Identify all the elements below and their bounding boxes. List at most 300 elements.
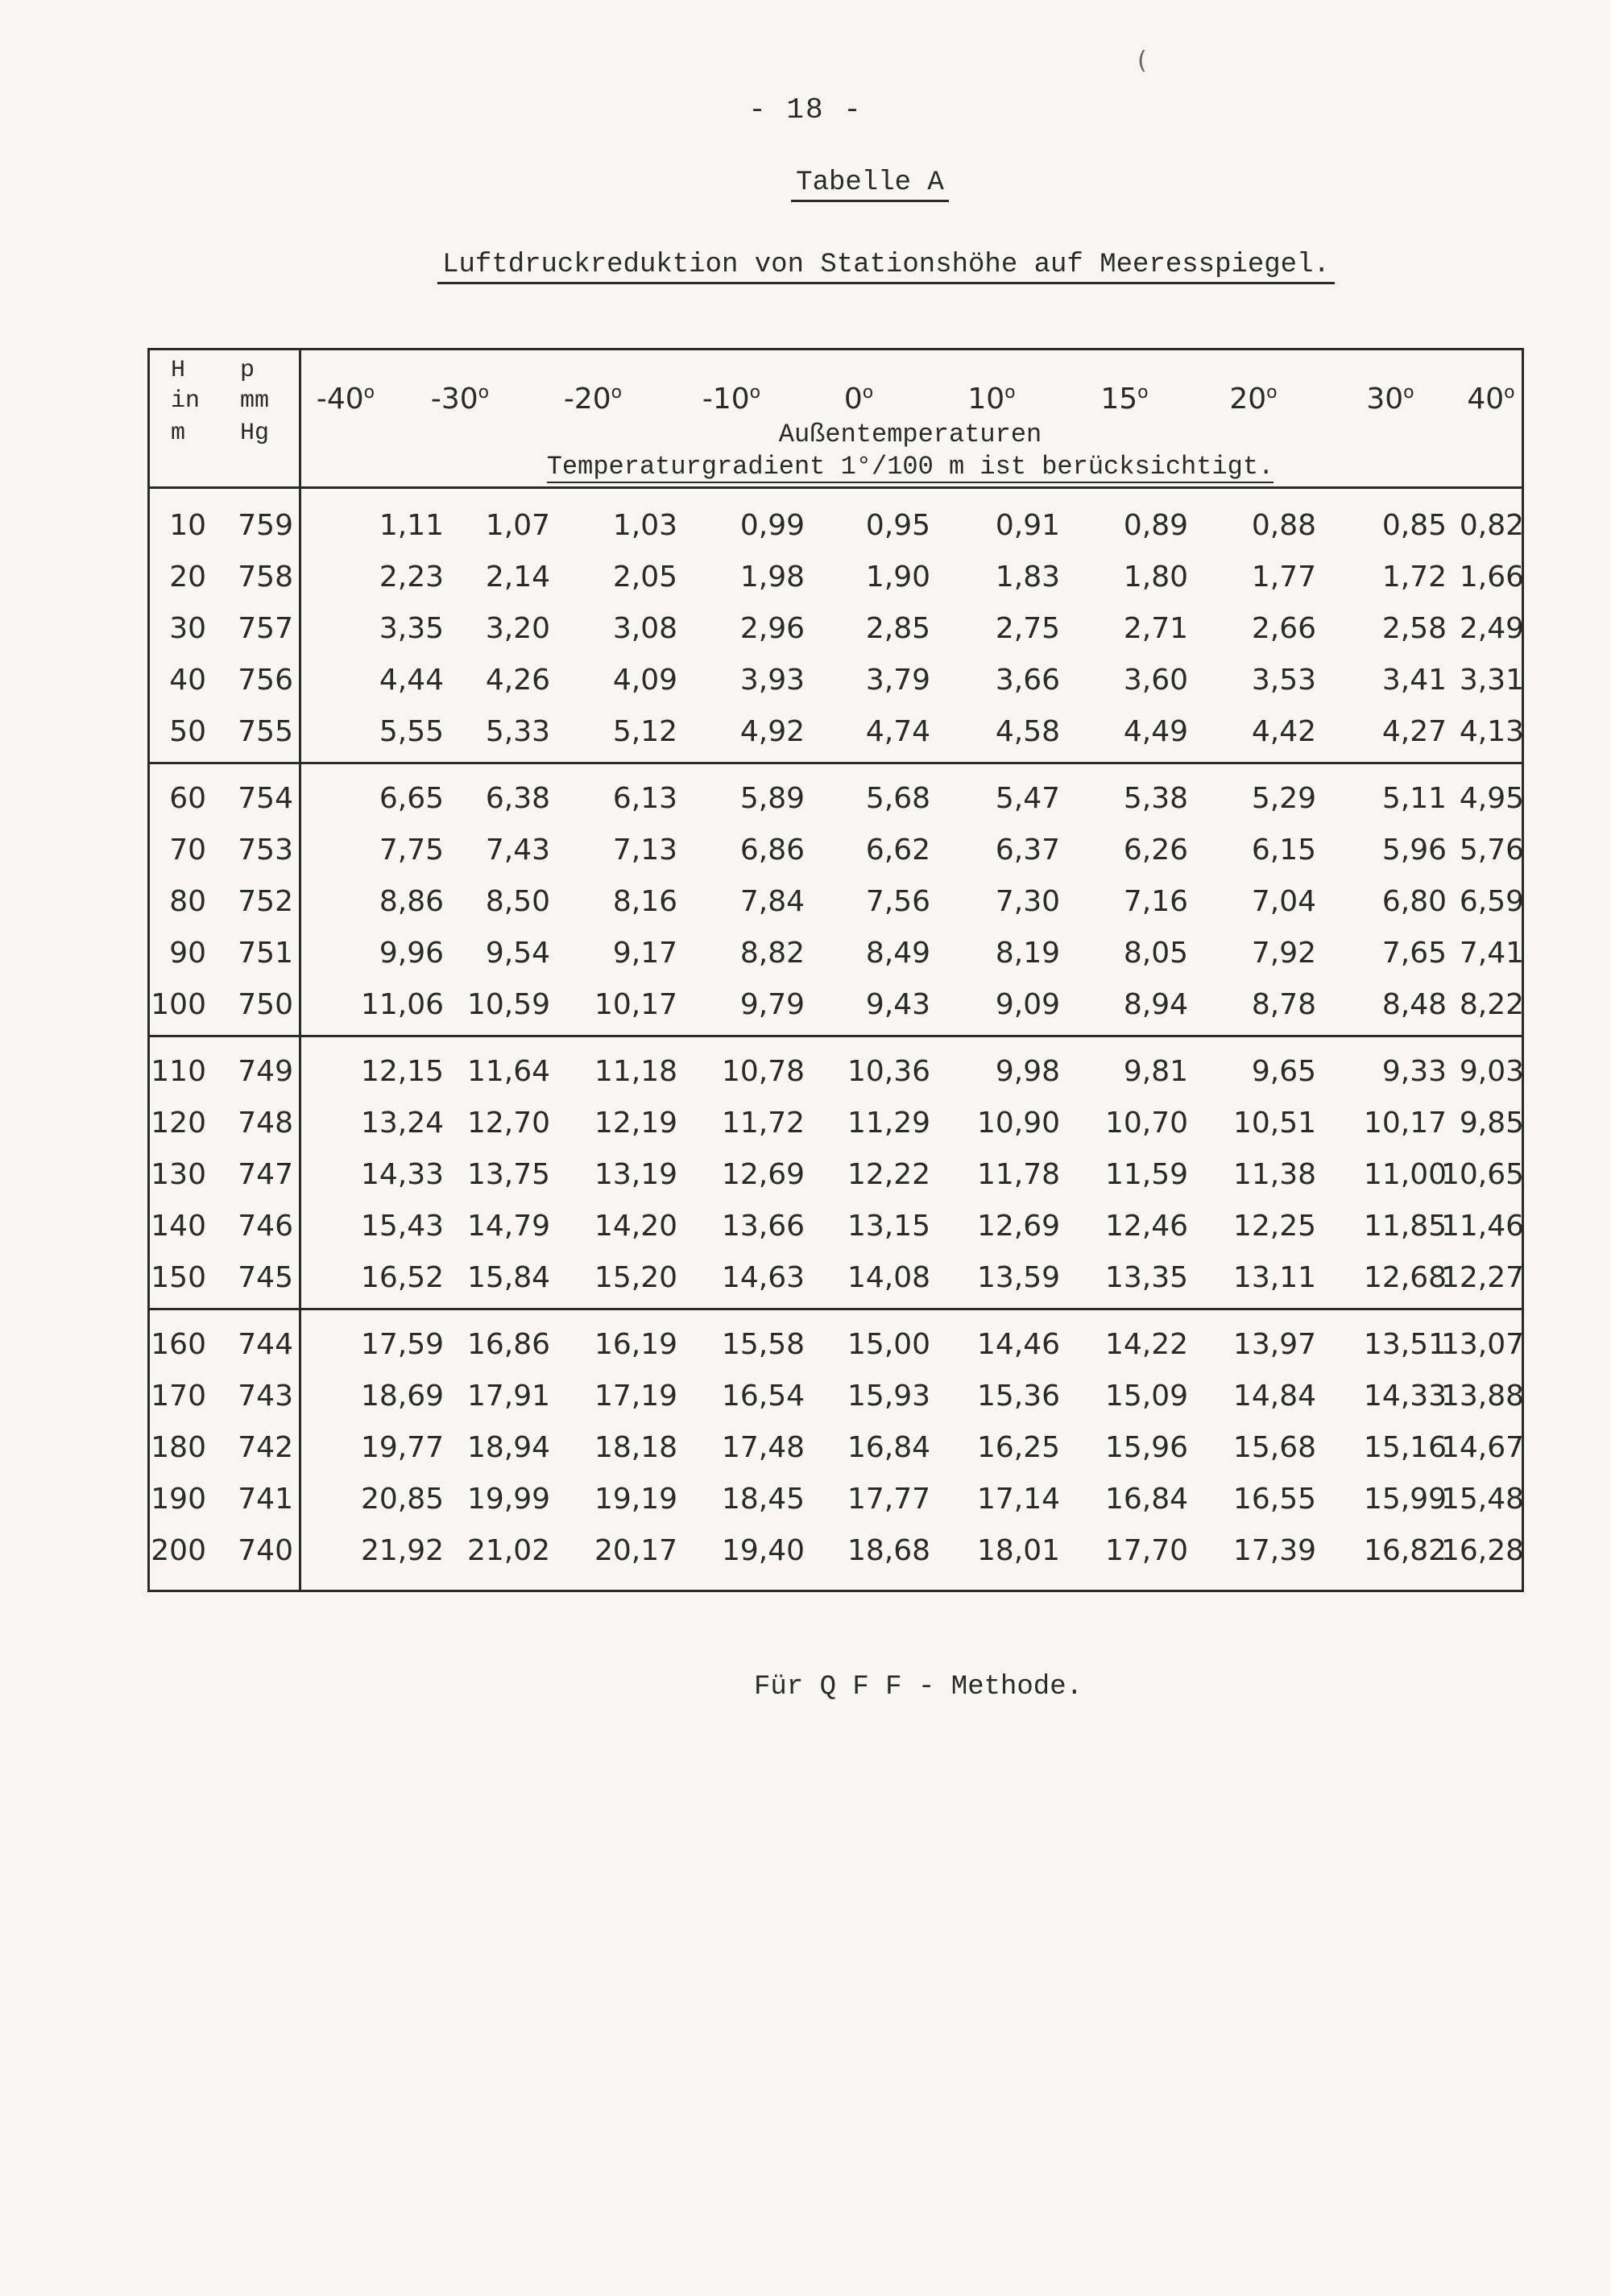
- reduction-value-cell: 12,68: [1363, 1261, 1447, 1294]
- reduction-value-cell: 9,85: [1459, 1107, 1524, 1140]
- reduction-value-cell: 13,24: [360, 1107, 444, 1140]
- reduction-value-cell: 9,43: [865, 988, 930, 1021]
- reduction-value-cell: 7,43: [485, 834, 550, 867]
- reduction-value-cell: 12,69: [976, 1210, 1060, 1243]
- reduction-value-cell: 11,64: [466, 1055, 550, 1088]
- reduction-value-cell: 15,20: [594, 1261, 677, 1294]
- table-row: [150, 706, 1522, 758]
- reduction-value-cell: 12,69: [721, 1158, 805, 1191]
- height-cell: 70: [169, 834, 206, 867]
- reduction-value-cell: 8,48: [1381, 988, 1447, 1021]
- reduction-value-cell: 9,09: [995, 988, 1060, 1021]
- table-row: [150, 928, 1522, 979]
- reduction-value-cell: 21,02: [466, 1534, 550, 1567]
- reduction-value-cell: 16,55: [1232, 1483, 1316, 1516]
- reduction-value-cell: 14,20: [594, 1210, 677, 1243]
- table-row: [150, 1201, 1522, 1252]
- reduction-value-cell: 14,33: [1363, 1380, 1447, 1413]
- reduction-value-cell: 9,54: [485, 937, 550, 970]
- table-row: [150, 1252, 1522, 1304]
- reduction-value-cell: 13,66: [721, 1210, 805, 1243]
- pressure-cell: 757: [238, 612, 293, 645]
- pressure-cell: 759: [238, 509, 293, 542]
- pressure-cell: 747: [238, 1158, 293, 1191]
- reduction-value-cell: 17,70: [1104, 1534, 1188, 1567]
- reduction-value-cell: 11,78: [976, 1158, 1060, 1191]
- pressure-cell: 750: [238, 988, 293, 1021]
- pressure-reduction-table: [147, 348, 1524, 1592]
- reduction-value-cell: 3,79: [865, 664, 930, 697]
- reduction-value-cell: 2,58: [1381, 612, 1447, 645]
- reduction-value-cell: 18,18: [594, 1431, 677, 1464]
- height-cell: 200: [151, 1534, 206, 1567]
- reduction-value-cell: 10,90: [976, 1107, 1060, 1140]
- reduction-value-cell: 10,70: [1104, 1107, 1188, 1140]
- reduction-value-cell: 8,16: [612, 885, 677, 918]
- reduction-value-cell: 14,08: [847, 1261, 930, 1294]
- height-cell: 120: [151, 1107, 206, 1140]
- reduction-value-cell: 9,81: [1123, 1055, 1188, 1088]
- reduction-value-cell: 13,51: [1363, 1328, 1447, 1361]
- header-subtitle-gradient-text: Temperaturgradient 1°/100 m ist berücksichtigt.: [546, 452, 1274, 482]
- temperature-value: -30: [430, 383, 478, 416]
- reduction-value-cell: 18,45: [721, 1483, 805, 1516]
- temperature-value: 0: [843, 383, 863, 416]
- height-cell: 130: [151, 1158, 206, 1191]
- reduction-value-cell: 2,49: [1459, 612, 1524, 645]
- reduction-value-cell: 17,39: [1232, 1534, 1316, 1567]
- reduction-value-cell: 1,77: [1251, 561, 1316, 594]
- reduction-value-cell: 7,13: [612, 834, 677, 867]
- reduction-value-cell: 9,96: [379, 937, 444, 970]
- table-row: [150, 655, 1522, 706]
- pressure-cell: 754: [238, 782, 293, 815]
- temperature-header: [1201, 383, 1306, 416]
- pressure-cell: 743: [238, 1380, 293, 1413]
- reduction-value-cell: 17,77: [847, 1483, 930, 1516]
- pressure-cell: 755: [238, 715, 293, 748]
- reduction-value-cell: 8,86: [379, 885, 444, 918]
- height-cell: 30: [169, 612, 206, 645]
- reduction-value-cell: 10,51: [1232, 1107, 1316, 1140]
- pressure-cell: 749: [238, 1055, 293, 1088]
- reduction-value-cell: 12,46: [1104, 1210, 1188, 1243]
- header-h-line1: H: [171, 357, 186, 384]
- reduction-value-cell: 13,07: [1440, 1328, 1524, 1361]
- reduction-value-cell: 7,92: [1251, 937, 1316, 970]
- pressure-cell: 752: [238, 885, 293, 918]
- temperature-value: 15: [1100, 383, 1138, 416]
- reduction-value-cell: 14,84: [1232, 1380, 1316, 1413]
- pressure-cell: 741: [238, 1483, 293, 1516]
- header-subtitle-outside-temperatures: Außentemperaturen: [778, 420, 1042, 449]
- reduction-value-cell: 2,96: [739, 612, 805, 645]
- reduction-value-cell: 9,17: [612, 937, 677, 970]
- reduction-value-cell: 0,82: [1459, 509, 1524, 542]
- header-p-line2: mm: [240, 387, 270, 415]
- pressure-cell: 746: [238, 1210, 293, 1243]
- reduction-value-cell: 9,03: [1459, 1055, 1524, 1088]
- degree-sign: o: [1004, 383, 1016, 403]
- degree-sign: o: [862, 383, 874, 403]
- temperature-value: 40: [1467, 383, 1505, 416]
- reduction-value-cell: 5,68: [865, 782, 930, 815]
- reduction-value-cell: 7,65: [1381, 937, 1447, 970]
- reduction-value-cell: 13,19: [594, 1158, 677, 1191]
- reduction-value-cell: 11,00: [1363, 1158, 1447, 1191]
- reduction-value-cell: 4,95: [1459, 782, 1524, 815]
- reduction-value-cell: 1,03: [612, 509, 677, 542]
- temperature-header: [1338, 383, 1443, 416]
- reduction-value-cell: 10,17: [1363, 1107, 1447, 1140]
- reduction-value-cell: 15,43: [360, 1210, 444, 1243]
- table-row: [150, 1371, 1522, 1422]
- reduction-value-cell: 10,65: [1440, 1158, 1524, 1191]
- reduction-value-cell: 7,04: [1251, 885, 1316, 918]
- table-row: [150, 552, 1522, 603]
- height-cell: 10: [169, 509, 206, 542]
- temperature-header: [806, 383, 911, 416]
- reduction-value-cell: 5,89: [739, 782, 805, 815]
- reduction-value-cell: 15,99: [1363, 1483, 1447, 1516]
- reduction-value-cell: 6,59: [1459, 885, 1524, 918]
- reduction-value-cell: 7,41: [1459, 937, 1524, 970]
- temperature-header: [1072, 383, 1177, 416]
- reduction-value-cell: 16,19: [594, 1328, 677, 1361]
- height-cell: 100: [151, 988, 206, 1021]
- temperature-value: 10: [967, 383, 1005, 416]
- degree-sign: o: [1137, 383, 1149, 403]
- reduction-value-cell: 5,29: [1251, 782, 1316, 815]
- table-title-text: Luftdruckreduktion von Stationshöhe auf Meeresspiegel.: [437, 250, 1335, 284]
- reduction-value-cell: 7,16: [1123, 885, 1188, 918]
- reduction-value-cell: 19,19: [594, 1483, 677, 1516]
- reduction-value-cell: 15,68: [1232, 1431, 1316, 1464]
- reduction-value-cell: 12,25: [1232, 1210, 1316, 1243]
- reduction-value-cell: 12,19: [594, 1107, 677, 1140]
- degree-sign: o: [478, 383, 490, 403]
- pressure-cell: 744: [238, 1328, 293, 1361]
- reduction-value-cell: 9,79: [739, 988, 805, 1021]
- reduction-value-cell: 14,79: [466, 1210, 550, 1243]
- reduction-value-cell: 20,17: [594, 1534, 677, 1567]
- height-cell: 90: [169, 937, 206, 970]
- pressure-cell: 740: [238, 1534, 293, 1567]
- reduction-value-cell: 1,11: [379, 509, 444, 542]
- reduction-value-cell: 11,06: [360, 988, 444, 1021]
- height-cell: 190: [151, 1483, 206, 1516]
- reduction-value-cell: 11,59: [1104, 1158, 1188, 1191]
- table-row: [150, 825, 1522, 876]
- reduction-value-cell: 3,31: [1459, 664, 1524, 697]
- reduction-value-cell: 5,12: [612, 715, 677, 748]
- reduction-value-cell: 4,49: [1123, 715, 1188, 748]
- reduction-value-cell: 21,92: [360, 1534, 444, 1567]
- reduction-value-cell: 13,75: [466, 1158, 550, 1191]
- pressure-cell: 745: [238, 1261, 293, 1294]
- table-label-text: Tabelle A: [791, 168, 949, 202]
- reduction-value-cell: 10,17: [594, 988, 677, 1021]
- pressure-cell: 748: [238, 1107, 293, 1140]
- header-subtitle-gradient: [299, 452, 1522, 482]
- reduction-value-cell: 11,29: [847, 1107, 930, 1140]
- reduction-value-cell: 8,19: [995, 937, 1060, 970]
- page-number: - 18 -: [748, 93, 863, 126]
- reduction-value-cell: 8,05: [1123, 937, 1188, 970]
- reduction-value-cell: 1,66: [1459, 561, 1524, 594]
- reduction-value-cell: 1,07: [485, 509, 550, 542]
- reduction-value-cell: 18,68: [847, 1534, 930, 1567]
- reduction-value-cell: 15,58: [721, 1328, 805, 1361]
- reduction-value-cell: 2,66: [1251, 612, 1316, 645]
- table-row: [150, 876, 1522, 928]
- reduction-value-cell: 14,22: [1104, 1328, 1188, 1361]
- reduction-value-cell: 11,85: [1363, 1210, 1447, 1243]
- reduction-value-cell: 4,13: [1459, 715, 1524, 748]
- reduction-value-cell: 3,66: [995, 664, 1060, 697]
- reduction-value-cell: 8,49: [865, 937, 930, 970]
- reduction-value-cell: 17,14: [976, 1483, 1060, 1516]
- table-header: [150, 350, 1522, 489]
- reduction-value-cell: 4,26: [485, 664, 550, 697]
- table-row: [150, 1046, 1522, 1098]
- reduction-value-cell: 6,65: [379, 782, 444, 815]
- reduction-value-cell: 6,86: [739, 834, 805, 867]
- reduction-value-cell: 3,41: [1381, 664, 1447, 697]
- reduction-value-cell: 0,85: [1381, 509, 1447, 542]
- reduction-value-cell: 1,72: [1381, 561, 1447, 594]
- reduction-value-cell: 13,59: [976, 1261, 1060, 1294]
- reduction-value-cell: 14,46: [976, 1328, 1060, 1361]
- reduction-value-cell: 6,62: [865, 834, 930, 867]
- pressure-cell: 751: [238, 937, 293, 970]
- reduction-value-cell: 17,59: [360, 1328, 444, 1361]
- header-h-line2: in: [171, 387, 201, 415]
- reduction-value-cell: 11,46: [1440, 1210, 1524, 1243]
- reduction-value-cell: 4,44: [379, 664, 444, 697]
- degree-sign: o: [1403, 383, 1414, 403]
- reduction-value-cell: 9,65: [1251, 1055, 1316, 1088]
- reduction-value-cell: 15,93: [847, 1380, 930, 1413]
- temperature-header: [939, 383, 1044, 416]
- reduction-value-cell: 15,48: [1440, 1483, 1524, 1516]
- reduction-value-cell: 15,00: [847, 1328, 930, 1361]
- reduction-value-cell: 19,40: [721, 1534, 805, 1567]
- reduction-value-cell: 4,27: [1381, 715, 1447, 748]
- reduction-value-cell: 13,11: [1232, 1261, 1316, 1294]
- reduction-value-cell: 4,92: [739, 715, 805, 748]
- reduction-value-cell: 13,97: [1232, 1328, 1316, 1361]
- height-cell: 60: [169, 782, 206, 815]
- table-block: [150, 1308, 1522, 1590]
- margin-mark: (: [1137, 47, 1147, 75]
- table-row: [150, 979, 1522, 1031]
- header-h-line3: m: [171, 420, 186, 447]
- reduction-value-cell: 5,47: [995, 782, 1060, 815]
- reduction-value-cell: 0,95: [865, 509, 930, 542]
- reduction-value-cell: 12,27: [1440, 1261, 1524, 1294]
- reduction-value-cell: 2,05: [612, 561, 677, 594]
- reduction-value-cell: 16,84: [1104, 1483, 1188, 1516]
- reduction-value-cell: 10,59: [466, 988, 550, 1021]
- height-cell: 180: [151, 1431, 206, 1464]
- reduction-value-cell: 15,09: [1104, 1380, 1188, 1413]
- reduction-value-cell: 5,11: [1381, 782, 1447, 815]
- reduction-value-cell: 6,37: [995, 834, 1060, 867]
- reduction-value-cell: 0,99: [739, 509, 805, 542]
- reduction-value-cell: 2,14: [485, 561, 550, 594]
- reduction-value-cell: 10,36: [847, 1055, 930, 1088]
- table-label: [0, 168, 1611, 202]
- reduction-value-cell: 11,38: [1232, 1158, 1316, 1191]
- reduction-value-cell: 9,98: [995, 1055, 1060, 1088]
- reduction-value-cell: 2,85: [865, 612, 930, 645]
- reduction-value-cell: 15,84: [466, 1261, 550, 1294]
- reduction-value-cell: 0,91: [995, 509, 1060, 542]
- reduction-value-cell: 11,72: [721, 1107, 805, 1140]
- reduction-value-cell: 8,82: [739, 937, 805, 970]
- height-cell: 80: [169, 885, 206, 918]
- reduction-value-cell: 5,33: [485, 715, 550, 748]
- degree-sign: o: [611, 383, 623, 403]
- height-cell: 160: [151, 1328, 206, 1361]
- reduction-value-cell: 0,89: [1123, 509, 1188, 542]
- reduction-value-cell: 4,74: [865, 715, 930, 748]
- reduction-value-cell: 5,96: [1381, 834, 1447, 867]
- reduction-value-cell: 7,84: [739, 885, 805, 918]
- reduction-value-cell: 0,88: [1251, 509, 1316, 542]
- reduction-value-cell: 8,94: [1123, 988, 1188, 1021]
- temperature-value: 20: [1229, 383, 1267, 416]
- reduction-value-cell: 16,84: [847, 1431, 930, 1464]
- height-cell: 170: [151, 1380, 206, 1413]
- reduction-value-cell: 1,80: [1123, 561, 1188, 594]
- reduction-value-cell: 7,75: [379, 834, 444, 867]
- reduction-value-cell: 16,28: [1440, 1534, 1524, 1567]
- header-p-line1: p: [240, 357, 255, 384]
- reduction-value-cell: 4,09: [612, 664, 677, 697]
- reduction-value-cell: 1,83: [995, 561, 1060, 594]
- table-row: [150, 500, 1522, 552]
- reduction-value-cell: 3,20: [485, 612, 550, 645]
- table-row: [150, 1149, 1522, 1201]
- table-block: [150, 1035, 1522, 1308]
- reduction-value-cell: 4,42: [1251, 715, 1316, 748]
- reduction-value-cell: 3,53: [1251, 664, 1316, 697]
- reduction-value-cell: 2,71: [1123, 612, 1188, 645]
- reduction-value-cell: 1,90: [865, 561, 930, 594]
- reduction-value-cell: 5,55: [379, 715, 444, 748]
- height-cell: 50: [169, 715, 206, 748]
- temperature-value: -10: [702, 383, 750, 416]
- table-title: [0, 250, 1611, 284]
- reduction-value-cell: 8,22: [1459, 988, 1524, 1021]
- degree-sign: o: [363, 383, 375, 403]
- reduction-value-cell: 9,33: [1381, 1055, 1447, 1088]
- reduction-value-cell: 17,19: [594, 1380, 677, 1413]
- reduction-value-cell: 12,70: [466, 1107, 550, 1140]
- reduction-value-cell: 11,18: [594, 1055, 677, 1088]
- degree-sign: o: [749, 383, 761, 403]
- reduction-value-cell: 14,63: [721, 1261, 805, 1294]
- reduction-value-cell: 18,69: [360, 1380, 444, 1413]
- reduction-value-cell: 15,16: [1363, 1431, 1447, 1464]
- pressure-cell: 756: [238, 664, 293, 697]
- pressure-cell: 753: [238, 834, 293, 867]
- header-p-line3: Hg: [240, 420, 270, 447]
- table-row: [150, 1098, 1522, 1149]
- reduction-value-cell: 4,58: [995, 715, 1060, 748]
- pressure-cell: 742: [238, 1431, 293, 1464]
- table-row: [150, 1474, 1522, 1525]
- reduction-value-cell: 16,54: [721, 1380, 805, 1413]
- temperature-value: 30: [1366, 383, 1404, 416]
- table-block: [150, 489, 1522, 762]
- reduction-value-cell: 17,48: [721, 1431, 805, 1464]
- table-row: [150, 773, 1522, 825]
- temperature-header: [679, 383, 784, 416]
- reduction-value-cell: 7,30: [995, 885, 1060, 918]
- temperature-header: [293, 383, 398, 416]
- temperature-value: -40: [316, 383, 364, 416]
- reduction-value-cell: 2,75: [995, 612, 1060, 645]
- reduction-value-cell: 16,82: [1363, 1534, 1447, 1567]
- reduction-value-cell: 12,15: [360, 1055, 444, 1088]
- reduction-value-cell: 6,80: [1381, 885, 1447, 918]
- reduction-value-cell: 18,94: [466, 1431, 550, 1464]
- temperature-header: [408, 383, 512, 416]
- reduction-value-cell: 13,15: [847, 1210, 930, 1243]
- reduction-value-cell: 13,35: [1104, 1261, 1188, 1294]
- reduction-value-cell: 5,76: [1459, 834, 1524, 867]
- reduction-value-cell: 3,60: [1123, 664, 1188, 697]
- height-cell: 110: [151, 1055, 206, 1088]
- reduction-value-cell: 8,78: [1251, 988, 1316, 1021]
- reduction-value-cell: 13,88: [1440, 1380, 1524, 1413]
- reduction-value-cell: 20,85: [360, 1483, 444, 1516]
- temperature-header: [1439, 383, 1543, 416]
- reduction-value-cell: 15,36: [976, 1380, 1060, 1413]
- reduction-value-cell: 6,26: [1123, 834, 1188, 867]
- table-row: [150, 1525, 1522, 1577]
- footer-note-text: Für Q F F - Methode.: [753, 1672, 1083, 1702]
- reduction-value-cell: 15,96: [1104, 1431, 1188, 1464]
- degree-sign: o: [1504, 383, 1515, 403]
- reduction-value-cell: 2,23: [379, 561, 444, 594]
- reduction-value-cell: 16,52: [360, 1261, 444, 1294]
- reduction-value-cell: 6,38: [485, 782, 550, 815]
- table-block: [150, 762, 1522, 1035]
- reduction-value-cell: 16,86: [466, 1328, 550, 1361]
- height-cell: 140: [151, 1210, 206, 1243]
- footer-note: [0, 1672, 1611, 1702]
- reduction-value-cell: 7,56: [865, 885, 930, 918]
- reduction-value-cell: 1,98: [739, 561, 805, 594]
- reduction-value-cell: 5,38: [1123, 782, 1188, 815]
- height-cell: 20: [169, 561, 206, 594]
- reduction-value-cell: 3,08: [612, 612, 677, 645]
- pressure-cell: 758: [238, 561, 293, 594]
- reduction-value-cell: 12,22: [847, 1158, 930, 1191]
- table-row: [150, 1422, 1522, 1474]
- reduction-value-cell: 3,35: [379, 612, 444, 645]
- reduction-value-cell: 10,78: [721, 1055, 805, 1088]
- temperature-header: [540, 383, 645, 416]
- reduction-value-cell: 3,93: [739, 664, 805, 697]
- reduction-value-cell: 19,99: [466, 1483, 550, 1516]
- reduction-value-cell: 16,25: [976, 1431, 1060, 1464]
- height-cell: 40: [169, 664, 206, 697]
